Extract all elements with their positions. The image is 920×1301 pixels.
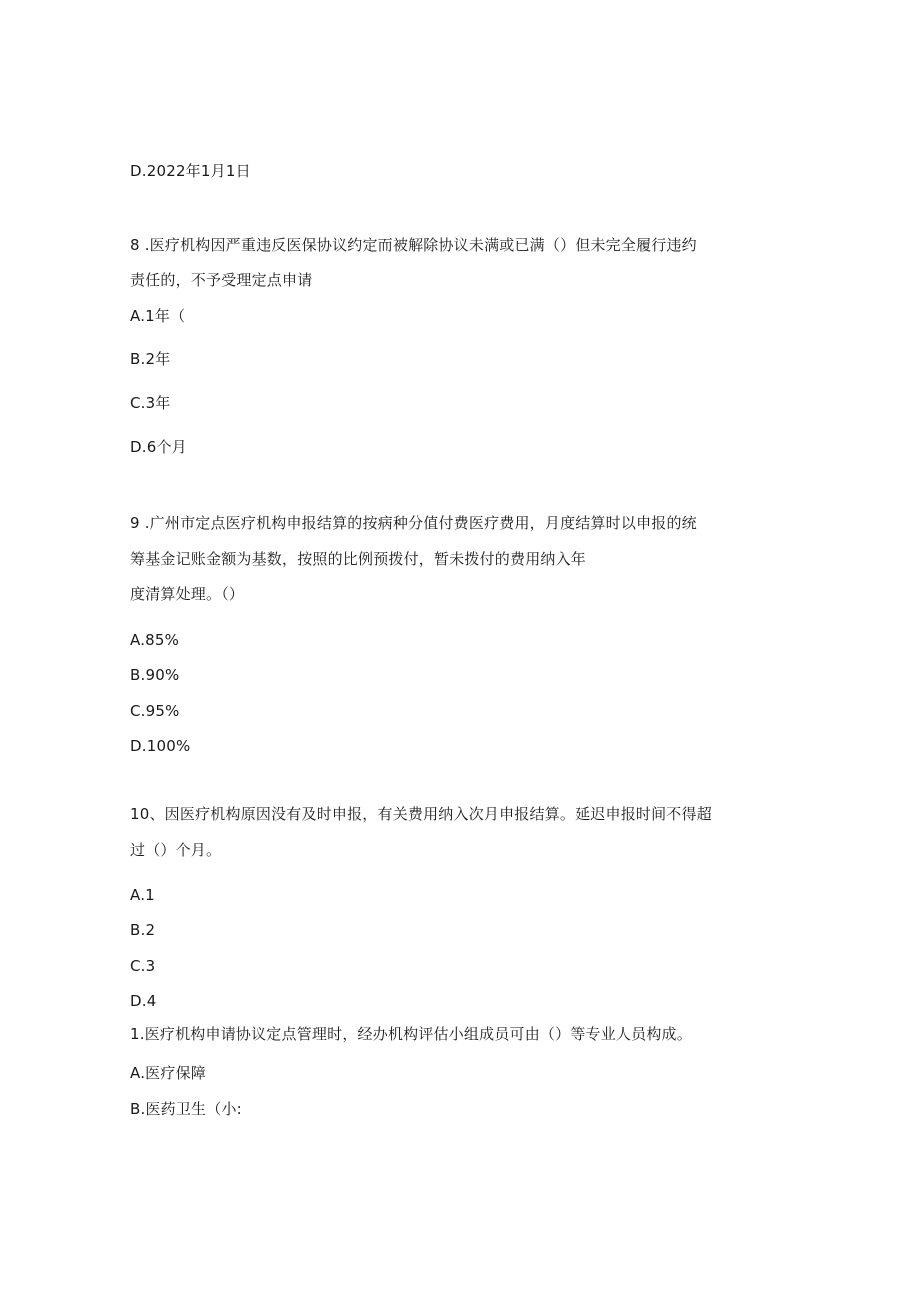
question-8-line-2: 责任的，不予受理定点申请 (130, 271, 313, 289)
option-d-q9: D.100% (130, 737, 191, 755)
option-c-q8: C.3年 (130, 394, 171, 412)
option-a-q10: A.1 (130, 886, 155, 904)
question-8-line-1: 8 .医疗机构因严重违反医保协议约定而被解除协议未满或已满（）但未完全履行违约 (130, 236, 697, 254)
option-b-q9: B.90% (130, 666, 180, 684)
option-b-q8: B.2年 (130, 350, 171, 368)
option-c-q10: C.3 (130, 957, 156, 975)
option-d-q10: D.4 (130, 992, 157, 1010)
option-d-q8: D.6个月 (130, 438, 187, 456)
option-b-q1: B.医药卫生（小: (130, 1100, 242, 1118)
question-9-line-3: 度清算处理。（） (130, 585, 245, 603)
question-10-line-2: 过（）个月。 (130, 841, 222, 859)
question-9-line-2: 筹基金记账金额为基数，按照的比例预拨付，暂未拨付的费用纳入年 (130, 550, 587, 568)
question-9-line-1: 9 .广州市定点医疗机构申报结算的按病种分值付费医疗费用，月度结算时以申报的统 (130, 514, 697, 532)
option-a-q1: A.医疗保障 (130, 1064, 206, 1082)
option-a-q9: A.85% (130, 631, 180, 649)
question-1-line-1: 1.医疗机构申请协议定点管理时，经办机构评估小组成员可由（）等专业人员构成。 (130, 1025, 692, 1043)
option-b-q10: B.2 (130, 921, 156, 939)
option-c-q9: C.95% (130, 702, 180, 720)
question-10-line-1: 10、因医疗机构原因没有及时申报，有关费用纳入次月申报结算。延迟申报时间不得超 (130, 805, 712, 823)
option-d-q7: D.2022年1月1日 (130, 162, 251, 180)
option-a-q8: A.1年（ (130, 307, 186, 325)
